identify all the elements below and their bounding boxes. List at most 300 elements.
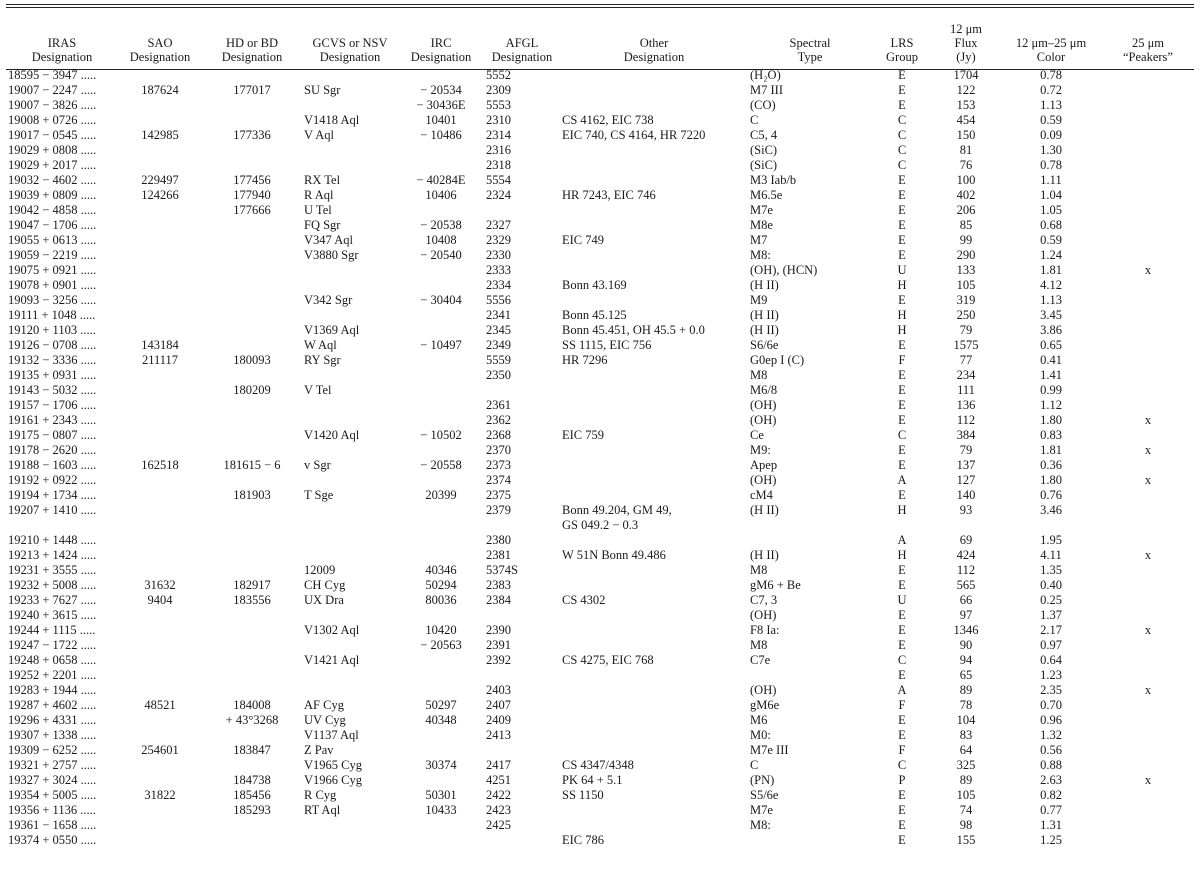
cell-irc: 10408: [425, 233, 457, 247]
cell-spectral-type: (H II): [750, 548, 779, 562]
cell-sao: [118, 113, 202, 128]
cell-peakers-25um: [1102, 83, 1194, 98]
cell-irc: 20399: [425, 488, 457, 502]
cell-gcvs-nsv: UX Dra: [304, 593, 344, 607]
cell-hd-bd: [202, 143, 302, 158]
cell-flux-12um: 454: [956, 113, 976, 127]
cell-iras: 19007 − 2247 .....: [8, 83, 97, 97]
cell-hd-bd: [202, 443, 302, 458]
cell-color-12-25um: 0.96: [1040, 713, 1062, 727]
column-header-line: Designation: [129, 50, 191, 64]
cell-afgl: 2425: [486, 818, 511, 832]
cell-afgl: 2374: [486, 473, 511, 487]
cell-flux-12um: 133: [956, 263, 976, 277]
cell-gcvs-nsv: R Aql: [304, 188, 334, 202]
cell-gcvs-nsv: [302, 398, 398, 413]
column-header-gcvs-nsv: [302, 12, 398, 68]
cell-afgl: 2329: [486, 233, 511, 247]
cell-flux-12um: 1704: [953, 68, 979, 82]
cell-hd-bd: [202, 68, 302, 83]
cell-flux-12um: 105: [956, 278, 976, 292]
cell-hd-bd: 185456: [233, 788, 271, 802]
cell-peakers-25um: [1102, 758, 1194, 773]
cell-hd-bd: 177940: [233, 188, 271, 202]
table-row: [6, 83, 1194, 98]
cell-sao: [118, 653, 202, 668]
cell-lrs-group: E: [898, 398, 906, 412]
cell-spectral-type: (OH), (HCN): [750, 263, 818, 277]
cell-sao: [118, 713, 202, 728]
cell-spectral-type: M8: [750, 563, 768, 577]
cell-spectral-type: M3 Iab/b: [750, 173, 797, 187]
cell-hd-bd: [202, 668, 302, 683]
cell-afgl: 2391: [486, 638, 511, 652]
cell-flux-12um: 150: [956, 128, 976, 142]
cell-hd-bd: 177336: [233, 128, 271, 142]
cell-afgl: [484, 668, 560, 683]
cell-afgl: 4251: [486, 773, 511, 787]
cell-other: [560, 698, 748, 713]
cell-spectral-type: M8: [750, 368, 768, 382]
cell-peakers-25um: x: [1144, 443, 1152, 457]
cell-sao: 211117: [141, 353, 179, 367]
cell-sao: [118, 248, 202, 263]
column-header-line: IRC: [430, 36, 452, 50]
cell-hd-bd: [202, 248, 302, 263]
cell-lrs-group: E: [898, 218, 906, 232]
cell-sao: 254601: [141, 743, 179, 757]
cell-iras: 19093 − 3256 .....: [8, 293, 97, 307]
cell-irc: [398, 68, 484, 83]
cell-gcvs-nsv: [302, 548, 398, 563]
cell-iras: 19252 + 2201 .....: [8, 668, 97, 682]
cell-afgl: 2409: [486, 713, 511, 727]
cell-peakers-25um: x: [1144, 263, 1152, 277]
cell-irc: [398, 143, 484, 158]
cell-irc: [398, 743, 484, 758]
cell-spectral-type: S5/6e: [750, 788, 779, 802]
cell-flux-12um: 111: [957, 383, 975, 397]
cell-sao: [118, 608, 202, 623]
cell-peakers-25um: [1102, 428, 1194, 443]
table-body: [6, 68, 1194, 848]
cell-color-12-25um: 0.40: [1040, 578, 1062, 592]
cell-irc: 50294: [425, 578, 457, 592]
cell-flux-12um: 97: [959, 608, 973, 622]
cell-gcvs-nsv: UV Cyg: [304, 713, 346, 727]
cell-peakers-25um: [1102, 578, 1194, 593]
cell-peakers-25um: [1102, 158, 1194, 173]
cell-gcvs-nsv: 12009: [304, 563, 336, 577]
cell-afgl: 2384: [486, 593, 511, 607]
cell-color-12-25um: 0.77: [1040, 803, 1062, 817]
table-row: [6, 623, 1194, 638]
cell-flux-12um: 325: [956, 758, 976, 772]
cell-peakers-25um: x: [1144, 413, 1152, 427]
cell-peakers-25um: x: [1144, 773, 1152, 787]
cell-gcvs-nsv: [302, 158, 398, 173]
cell-spectral-type: Ce: [750, 428, 764, 442]
cell-other: [560, 713, 748, 728]
cell-hd-bd: [202, 623, 302, 638]
cell-gcvs-nsv: [302, 278, 398, 293]
cell-afgl: [484, 203, 560, 218]
cell-flux-12um: 98: [959, 818, 973, 832]
cell-lrs-group: F: [898, 353, 906, 367]
cell-spectral-type: C7e: [750, 653, 771, 667]
cell-iras: 19356 + 1136 .....: [8, 803, 96, 817]
cell-peakers-25um: [1102, 188, 1194, 203]
table-row: [6, 668, 1194, 683]
cell-gcvs-nsv: [302, 668, 398, 683]
cell-afgl: 2345: [486, 323, 511, 337]
cell-afgl: 2413: [486, 728, 511, 742]
cell-afgl: 2407: [486, 698, 511, 712]
cell-irc: [398, 608, 484, 623]
cell-lrs-group: E: [898, 188, 906, 202]
table-row: [6, 743, 1194, 758]
cell-lrs-group: E: [898, 173, 906, 187]
cell-other: [560, 803, 748, 818]
cell-sao: 229497: [141, 173, 179, 187]
cell-lrs-group: E: [898, 68, 906, 82]
cell-iras: 19059 − 2219 .....: [8, 248, 97, 262]
cell-peakers-25um: [1102, 338, 1194, 353]
cell-hd-bd: 177456: [233, 173, 271, 187]
cell-hd-bd: [202, 233, 302, 248]
cell-other: W 51N Bonn 49.486: [562, 548, 666, 562]
cell-afgl: 2375: [486, 488, 511, 502]
cell-peakers-25um: [1102, 98, 1194, 113]
column-header-line: IRAS: [47, 36, 77, 50]
cell-gcvs-nsv: CH Cyg: [304, 578, 346, 592]
cell-iras: 19161 + 2343 .....: [8, 413, 97, 427]
cell-spectral-type: M7e: [750, 803, 773, 817]
column-header-line: AFGL: [505, 36, 539, 50]
cell-flux-12um: 66: [959, 593, 973, 607]
cell-flux-12um: 90: [959, 638, 973, 652]
cell-sao: 187624: [141, 83, 179, 97]
cell-lrs-group: E: [898, 803, 906, 817]
cell-hd-bd: [202, 653, 302, 668]
table-row: [6, 773, 1194, 788]
cell-color-12-25um: 1.11: [1040, 173, 1062, 187]
cell-iras: 19309 − 6252 .....: [8, 743, 97, 757]
cell-color-12-25um: 0.41: [1040, 353, 1062, 367]
cell-other: SS 1115, EIC 756: [562, 338, 652, 352]
cell-hd-bd: 183556: [233, 593, 271, 607]
cell-spectral-type: (OH): [750, 413, 777, 427]
cell-gcvs-nsv: v Sgr: [304, 458, 331, 472]
cell-spectral-type: (PN): [750, 773, 775, 787]
cell-color-12-25um: 0.56: [1040, 743, 1062, 757]
table-row: [6, 68, 1194, 83]
cell-lrs-group: U: [897, 593, 907, 607]
cell-lrs-group: A: [897, 473, 907, 487]
cell-peakers-25um: [1102, 143, 1194, 158]
table-row: [6, 638, 1194, 653]
cell-flux-12um: 94: [959, 653, 973, 667]
cell-hd-bd: 182917: [233, 578, 271, 592]
column-header-afgl: [484, 12, 560, 68]
cell-flux-12um: 112: [956, 563, 976, 577]
cell-irc: [398, 263, 484, 278]
cell-iras: 19178 − 2620 .....: [8, 443, 97, 457]
cell-other: [560, 158, 748, 173]
cell-other: [560, 263, 748, 278]
cell-spectral-type: [748, 533, 872, 548]
cell-irc: [398, 728, 484, 743]
cell-sao: [118, 398, 202, 413]
cell-irc: [398, 203, 484, 218]
cell-sao: [118, 383, 202, 398]
cell-spectral-type: gM6 + Be: [750, 578, 801, 592]
cell-color-12-25um: 1.81: [1040, 443, 1062, 457]
cell-hd-bd: [202, 263, 302, 278]
cell-color-12-25um: 0.09: [1040, 128, 1062, 142]
cell-gcvs-nsv: RY Sgr: [304, 353, 341, 367]
cell-spectral-type: (H II): [750, 278, 779, 292]
cell-hd-bd: [202, 473, 302, 488]
cell-gcvs-nsv: V1418 Aql: [304, 113, 360, 127]
cell-lrs-group: C: [897, 158, 907, 172]
cell-hd-bd: 181903: [233, 488, 271, 502]
cell-afgl: 2380: [486, 533, 511, 547]
column-header-line: LRS: [890, 36, 914, 50]
cell-iras: 19240 + 3615 .....: [8, 608, 97, 622]
cell-other: [560, 458, 748, 473]
cell-gcvs-nsv: [302, 263, 398, 278]
cell-irc: [398, 503, 484, 533]
cell-iras: 19287 + 4602 .....: [8, 698, 97, 712]
cell-irc: [398, 773, 484, 788]
cell-gcvs-nsv: R Cyg: [304, 788, 337, 802]
cell-afgl: 2333: [486, 263, 511, 277]
cell-hd-bd: [202, 833, 302, 848]
cell-other: HR 7296: [562, 353, 608, 367]
cell-afgl: [484, 383, 560, 398]
cell-color-12-25um: 0.68: [1040, 218, 1062, 232]
table-row: [6, 98, 1194, 113]
column-header-line: Designation: [623, 50, 685, 64]
column-header-line: 12 μm–25 μm: [1015, 36, 1087, 50]
cell-sao: [118, 413, 202, 428]
cell-other: [560, 143, 748, 158]
cell-other: [560, 743, 748, 758]
cell-hd-bd: [202, 113, 302, 128]
cell-peakers-25um: [1102, 488, 1194, 503]
cell-iras: 19327 + 3024 .....: [8, 773, 97, 787]
cell-sao: [118, 773, 202, 788]
column-header-line: SAO: [147, 36, 173, 50]
cell-afgl: 5556: [486, 293, 511, 307]
cell-spectral-type: (H₂O): [750, 68, 781, 82]
cell-other: SS 1150: [562, 788, 604, 802]
cell-spectral-type: F8 Ia:: [750, 623, 780, 637]
cell-lrs-group: E: [898, 383, 906, 397]
cell-irc: [398, 653, 484, 668]
cell-sao: [118, 68, 202, 83]
cell-color-12-25um: 1.24: [1040, 248, 1062, 262]
cell-gcvs-nsv: [302, 683, 398, 698]
cell-gcvs-nsv: V342 Sgr: [304, 293, 353, 307]
cell-peakers-25um: [1102, 818, 1194, 833]
cell-iras: 19248 + 0658 .....: [8, 653, 97, 667]
cell-color-12-25um: 0.78: [1040, 68, 1062, 82]
cell-afgl: 2383: [486, 578, 511, 592]
cell-sao: [118, 263, 202, 278]
cell-gcvs-nsv: RT Aql: [304, 803, 341, 817]
cell-irc: 40346: [425, 563, 457, 577]
cell-hd-bd: 180093: [233, 353, 271, 367]
cell-gcvs-nsv: RX Tel: [304, 173, 341, 187]
cell-hd-bd: [202, 818, 302, 833]
cell-peakers-25um: [1102, 68, 1194, 83]
cell-other: Bonn 49.204, GM 49, GS 049.2 − 0.3: [562, 503, 672, 532]
cell-iras: 19132 − 3336 .....: [8, 353, 97, 367]
cell-color-12-25um: 0.72: [1040, 83, 1062, 97]
cell-iras: 19232 + 5008 .....: [8, 578, 97, 592]
cell-iras: 19029 + 0808 .....: [8, 143, 97, 157]
table-row: [6, 788, 1194, 803]
table-row: [6, 488, 1194, 503]
cell-lrs-group: E: [898, 818, 906, 832]
table-header-row: [6, 12, 1194, 68]
cell-color-12-25um: 0.59: [1040, 233, 1062, 247]
cell-other: [560, 413, 748, 428]
cell-afgl: [484, 833, 560, 848]
cell-flux-12um: 83: [959, 728, 973, 742]
cell-flux-12um: 402: [956, 188, 976, 202]
cell-gcvs-nsv: [302, 833, 398, 848]
cell-flux-12um: 79: [959, 443, 973, 457]
cell-afgl: 2422: [486, 788, 511, 802]
cell-iras: 19296 + 4331 .....: [8, 713, 97, 727]
cell-spectral-type: M7 III: [750, 83, 783, 97]
cell-iras: 19307 + 1338 .....: [8, 728, 97, 742]
cell-gcvs-nsv: [302, 533, 398, 548]
column-header-sao: [118, 12, 202, 68]
table-row: [6, 278, 1194, 293]
cell-gcvs-nsv: FQ Sgr: [304, 218, 341, 232]
cell-sao: [118, 563, 202, 578]
table-row: [6, 248, 1194, 263]
top-rule: [6, 4, 1194, 5]
cell-color-12-25um: 0.82: [1040, 788, 1062, 802]
cell-hd-bd: [202, 308, 302, 323]
cell-lrs-group: E: [898, 98, 906, 112]
cell-lrs-group: C: [897, 653, 907, 667]
cell-gcvs-nsv: V1421 Aql: [304, 653, 360, 667]
cell-peakers-25um: [1102, 383, 1194, 398]
cell-color-12-25um: 1.41: [1040, 368, 1062, 382]
cell-iras: 19188 − 1603 .....: [8, 458, 97, 472]
cell-irc: [398, 383, 484, 398]
cell-irc: 80036: [425, 593, 457, 607]
cell-afgl: 2392: [486, 653, 511, 667]
cell-lrs-group: E: [898, 788, 906, 802]
cell-other: CS 4347/4348: [562, 758, 634, 772]
cell-iras: 19374 + 0550 .....: [8, 833, 97, 847]
cell-flux-12um: 77: [959, 353, 973, 367]
column-header-line: Other: [639, 36, 669, 50]
cell-color-12-25um: 1.13: [1040, 293, 1062, 307]
cell-other: [560, 728, 748, 743]
cell-color-12-25um: 1.35: [1040, 563, 1062, 577]
column-header-color-12-25um: [1000, 12, 1102, 68]
cell-irc: − 10486: [420, 128, 462, 142]
cell-iras: 19231 + 3555 .....: [8, 563, 97, 577]
cell-spectral-type: M6: [750, 713, 768, 727]
cell-iras: 19055 + 0613 .....: [8, 233, 97, 247]
table-row: [6, 563, 1194, 578]
cell-hd-bd: [202, 503, 302, 533]
cell-other: EIC 740, CS 4164, HR 7220: [562, 128, 706, 142]
cell-color-12-25um: 4.11: [1040, 548, 1062, 562]
table-row: [6, 548, 1194, 563]
cell-other: [560, 488, 748, 503]
cell-flux-12um: 1575: [953, 338, 979, 352]
cell-color-12-25um: 1.80: [1040, 413, 1062, 427]
cell-iras: 19111 + 1048 .....: [8, 308, 96, 322]
cell-spectral-type: C: [750, 758, 759, 772]
cell-other: [560, 203, 748, 218]
cell-other: HR 7243, EIC 746: [562, 188, 656, 202]
table-row: [6, 698, 1194, 713]
cell-irc: [398, 278, 484, 293]
cell-spectral-type: (H II): [750, 323, 779, 337]
cell-peakers-25um: [1102, 833, 1194, 848]
cell-hd-bd: [202, 278, 302, 293]
cell-color-12-25um: 1.23: [1040, 668, 1062, 682]
cell-gcvs-nsv: AF Cyg: [304, 698, 344, 712]
cell-other: Bonn 45.125: [562, 308, 627, 322]
cell-color-12-25um: 0.97: [1040, 638, 1062, 652]
cell-gcvs-nsv: [302, 413, 398, 428]
cell-sao: 31822: [144, 788, 176, 802]
cell-other: [560, 683, 748, 698]
cell-color-12-25um: 2.35: [1040, 683, 1062, 697]
cell-irc: − 30404: [420, 293, 462, 307]
cell-flux-12um: 99: [959, 233, 973, 247]
cell-flux-12um: 100: [956, 173, 976, 187]
cell-gcvs-nsv: T Sge: [304, 488, 334, 502]
cell-hd-bd: [202, 638, 302, 653]
table-row: [6, 218, 1194, 233]
cell-spectral-type: S6/6e: [750, 338, 779, 352]
cell-color-12-25um: 2.17: [1040, 623, 1062, 637]
cell-flux-12um: 78: [959, 698, 973, 712]
cell-gcvs-nsv: V Aql: [304, 128, 334, 142]
cell-gcvs-nsv: W Aql: [304, 338, 337, 352]
cell-color-12-25um: 1.13: [1040, 98, 1062, 112]
cell-irc: − 20563: [420, 638, 462, 652]
cell-irc: [398, 473, 484, 488]
table-row: [6, 413, 1194, 428]
cell-afgl: 2390: [486, 623, 511, 637]
table-row: [6, 188, 1194, 203]
cell-spectral-type: (SiC): [750, 143, 778, 157]
cell-gcvs-nsv: [302, 308, 398, 323]
cell-flux-12um: 64: [959, 743, 973, 757]
cell-spectral-type: M9: [750, 293, 768, 307]
cell-irc: 10406: [425, 188, 457, 202]
cell-iras: 19233 + 7627 .....: [8, 593, 97, 607]
cell-afgl: 5553: [486, 98, 511, 112]
cell-gcvs-nsv: SU Sgr: [304, 83, 341, 97]
cell-peakers-25um: [1102, 353, 1194, 368]
cell-lrs-group: C: [897, 428, 907, 442]
